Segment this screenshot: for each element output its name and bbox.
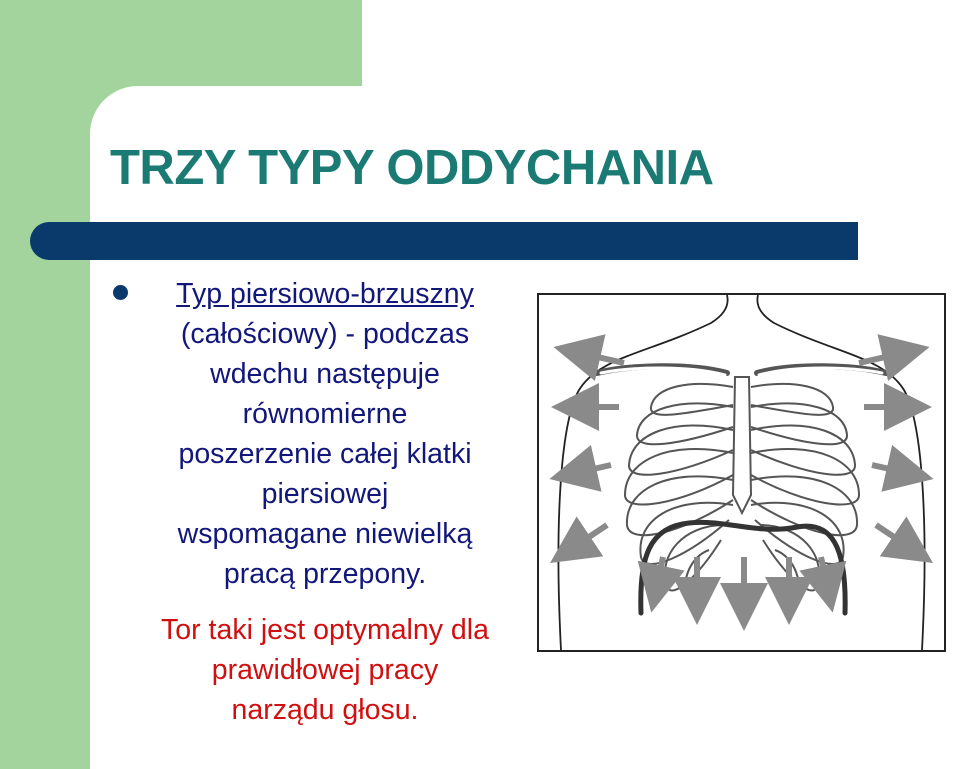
ribcage-illustration <box>537 293 946 652</box>
bullet-line: poszerzenie całej klatki <box>178 438 472 470</box>
title-underline-bar <box>30 222 858 260</box>
bullet-line: pracą przepony. <box>223 558 427 590</box>
bullet-text <box>110 274 540 594</box>
slide-title: TRZY TYPY ODDYCHANIA <box>110 141 714 195</box>
bullet-line: równomierne <box>242 398 408 430</box>
note-line: Tor taki jest optymalny dla <box>161 614 489 646</box>
bullet-line: piersiowej <box>261 478 389 510</box>
bullet-line: wdechu następuje <box>210 358 440 390</box>
bullet-line: (całościowy) - podczas <box>180 318 470 350</box>
note-line: narządu głosu. <box>231 694 419 726</box>
note-line: prawidłowej pracy <box>211 654 439 686</box>
ribcage-breathing-arrows-icon <box>539 295 944 650</box>
note-text <box>110 610 540 730</box>
bullet-line: wspomagane niewielką <box>177 518 473 550</box>
bullet-line: Typ piersiowo-brzuszny <box>176 278 474 310</box>
